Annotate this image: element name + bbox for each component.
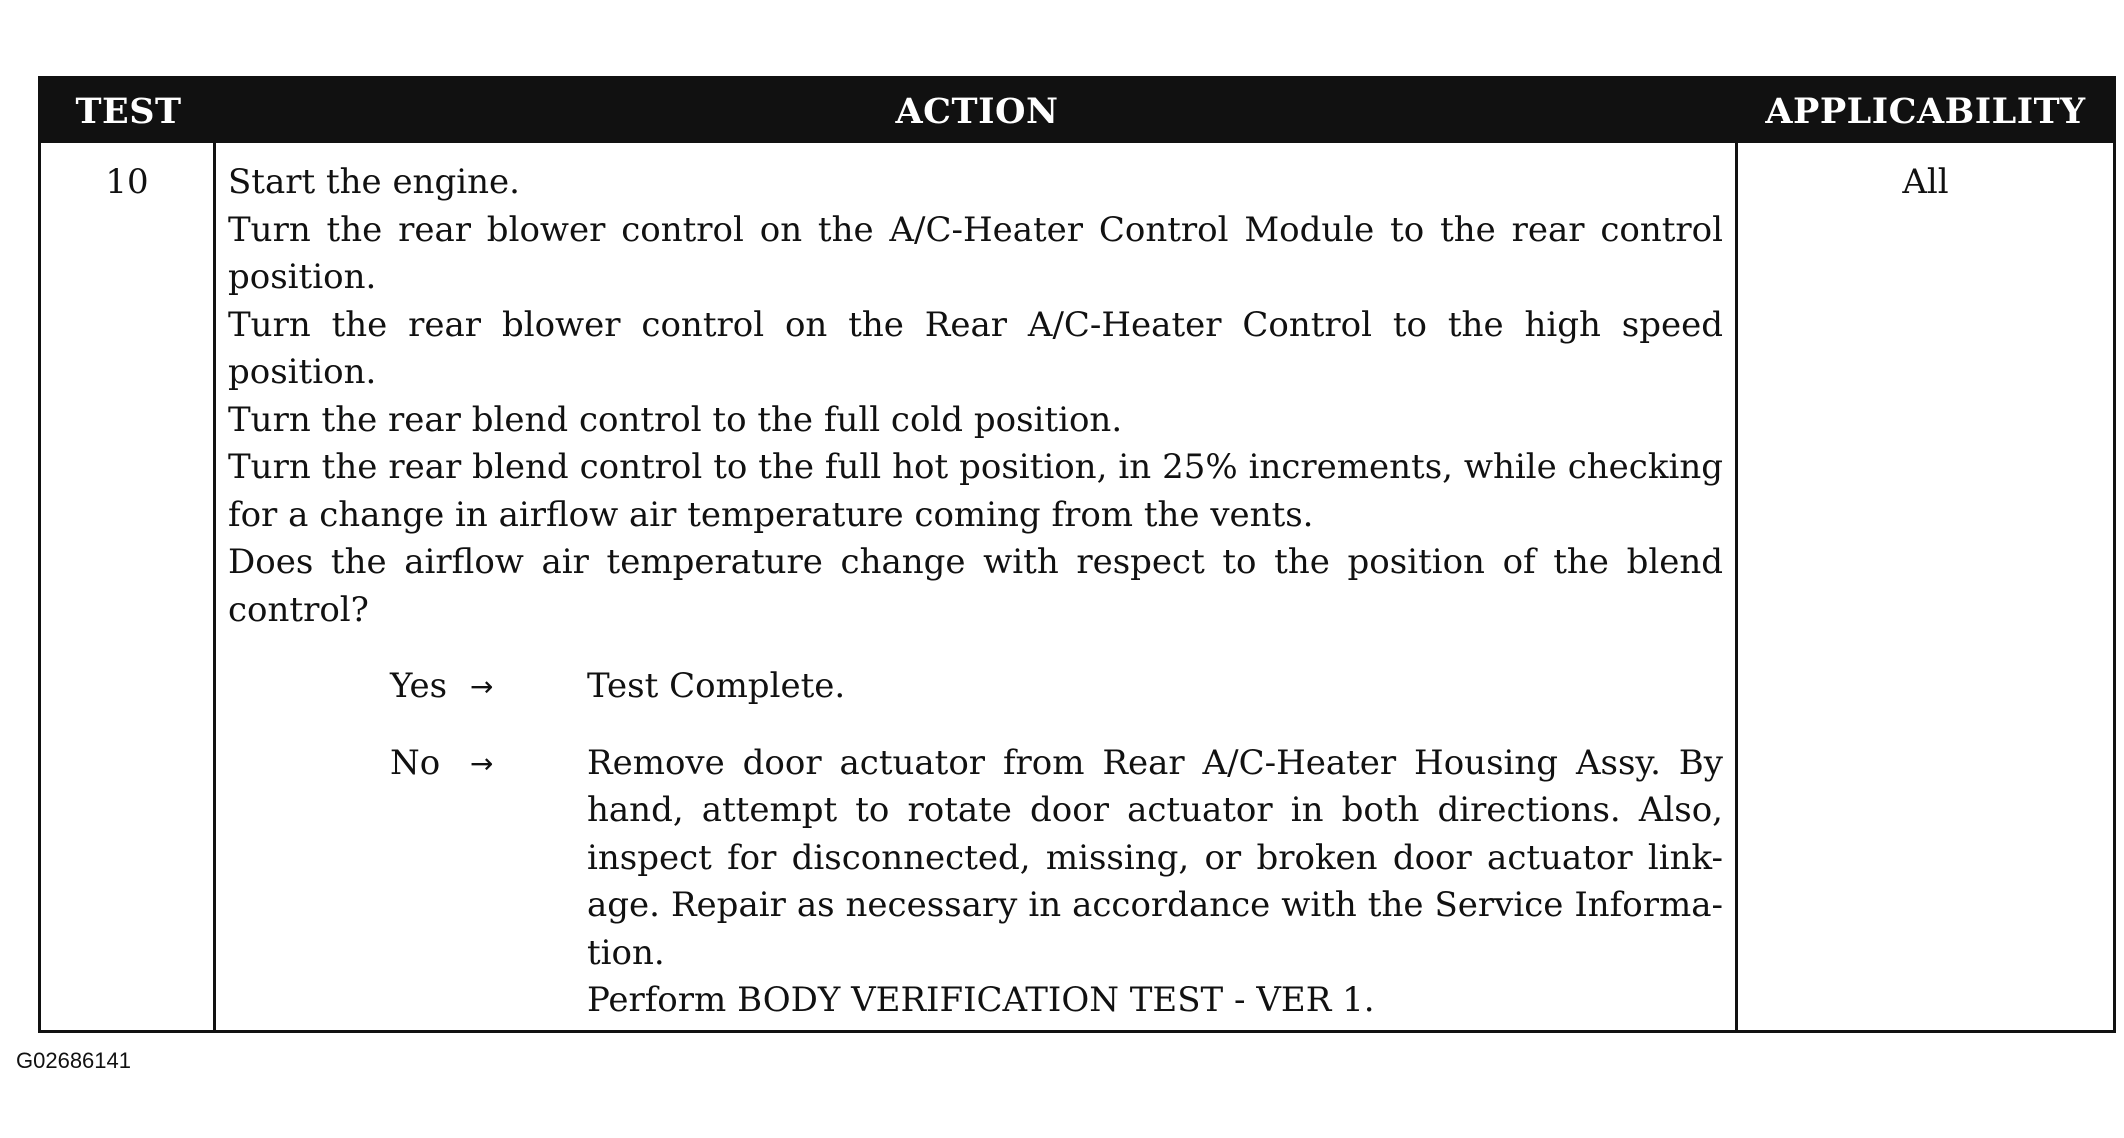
- result-line: hand, attempt to rotate door actuator in both directions. Also,: [587, 790, 1723, 830]
- header-test: TEST: [41, 79, 216, 143]
- result-no: [390, 740, 1723, 1025]
- figure-code: G02686141: [16, 1048, 131, 1073]
- diagnostic-test-table: [38, 76, 2116, 1033]
- header-action: ACTION: [216, 79, 1738, 143]
- result-line: Test Complete.: [587, 666, 846, 706]
- applicability-cell: [1738, 143, 2113, 1030]
- action-line: control?: [228, 589, 369, 630]
- action-line: position.: [228, 352, 377, 392]
- test-number: 10: [105, 162, 149, 202]
- result-text-no: [587, 740, 1723, 1025]
- result-line: age. Repair as necessary in accordance with the Service Informa-: [587, 885, 1723, 925]
- action-line: Does the airflow air temperature change with respect to the position of the blend: [228, 542, 1723, 582]
- result-label-yes: Yes: [390, 666, 448, 706]
- applicability-value: All: [1902, 162, 1949, 202]
- arrow-icon: →: [470, 670, 494, 703]
- action-line: Turn the rear blower control on the Rear A/C-Heater Control to the high speed: [228, 304, 1723, 345]
- header-applicability: APPLICABILITY: [1738, 79, 2113, 143]
- action-cell: [216, 143, 1738, 1030]
- action-line: Turn the rear blend control to the full cold position.: [228, 399, 1123, 440]
- test-number-cell: [41, 143, 216, 1030]
- result-line: inspect for disconnected, missing, or broken door actuator link-: [587, 837, 1723, 878]
- result-text-yes: [587, 663, 1723, 711]
- arrow-icon: →: [470, 746, 494, 780]
- result-yes: [390, 663, 1723, 711]
- action-line: Start the engine.: [228, 162, 520, 202]
- result-label-no: No: [390, 742, 441, 783]
- result-line: Remove door actuator from Rear A/C-Heater Housing Assy. By: [587, 742, 1723, 783]
- result-line: tion.: [587, 932, 665, 973]
- action-line: position.: [228, 257, 377, 297]
- action-line: Turn the rear blend control to the full hot position, in 25% increments, while checking: [228, 447, 1723, 487]
- result-line: Perform BODY VERIFICATION TEST - VER 1.: [587, 980, 1375, 1020]
- action-line: for a change in airflow air temperature coming from the vents.: [228, 494, 1314, 535]
- action-line: Turn the rear blower control on the A/C-Heater Control Module to the rear control: [228, 209, 1723, 250]
